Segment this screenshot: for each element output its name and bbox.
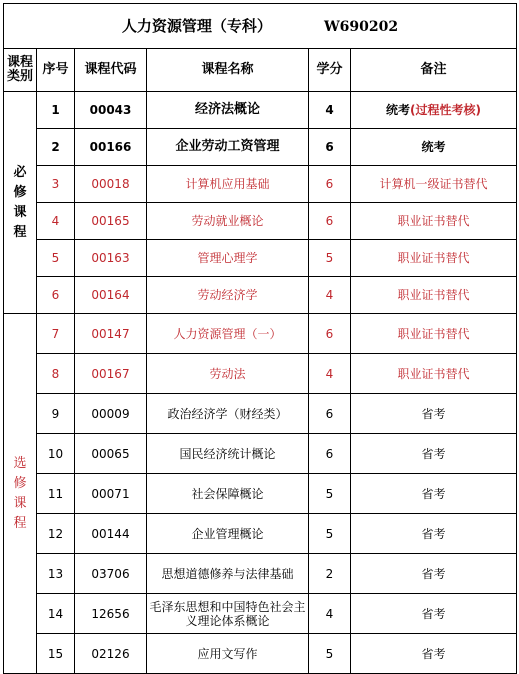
note-cell: 省考	[351, 634, 517, 674]
seq-cell: 1	[37, 92, 75, 129]
code-cell: 02126	[75, 634, 147, 674]
table-row	[4, 434, 517, 474]
header-row	[4, 49, 517, 92]
header-category: 课程类别	[4, 49, 37, 92]
category-elective: 选 修 课 程	[4, 314, 37, 674]
seq-cell: 11	[37, 474, 75, 514]
name-cell: 应用文写作	[147, 634, 309, 674]
table-row	[4, 166, 517, 203]
seq-cell: 7	[37, 314, 75, 354]
code-cell: 00071	[75, 474, 147, 514]
code-cell: 03706	[75, 554, 147, 594]
table-row	[4, 394, 517, 434]
table-row	[4, 277, 517, 314]
note-cell: 职业证书替代	[351, 277, 517, 314]
code-cell: 00166	[75, 129, 147, 166]
code-cell: 00018	[75, 166, 147, 203]
name-cell: 劳动经济学	[147, 277, 309, 314]
header-note: 备注	[351, 49, 517, 92]
note-cell: 省考	[351, 394, 517, 434]
seq-cell: 14	[37, 594, 75, 634]
credit-cell: 4	[309, 354, 351, 394]
table-row	[4, 240, 517, 277]
table-row	[4, 474, 517, 514]
note-cell: 职业证书替代	[351, 240, 517, 277]
seq-cell: 8	[37, 354, 75, 394]
table-row	[4, 314, 517, 354]
name-cell: 经济法概论	[147, 92, 309, 129]
credit-cell: 5	[309, 474, 351, 514]
credit-cell: 6	[309, 434, 351, 474]
credit-cell: 4	[309, 92, 351, 129]
note-cell: 省考	[351, 474, 517, 514]
code-cell: 00065	[75, 434, 147, 474]
note-cell: 职业证书替代	[351, 203, 517, 240]
seq-cell: 5	[37, 240, 75, 277]
seq-cell: 4	[37, 203, 75, 240]
seq-cell: 15	[37, 634, 75, 674]
name-cell: 劳动法	[147, 354, 309, 394]
table-row	[4, 354, 517, 394]
seq-cell: 2	[37, 129, 75, 166]
header-credit: 学分	[309, 49, 351, 92]
code-cell: 00043	[75, 92, 147, 129]
credit-cell: 2	[309, 554, 351, 594]
table-row	[4, 514, 517, 554]
seq-cell: 3	[37, 166, 75, 203]
seq-cell: 10	[37, 434, 75, 474]
table-row	[4, 203, 517, 240]
table-title	[4, 4, 517, 49]
seq-cell: 6	[37, 277, 75, 314]
code-cell: 00165	[75, 203, 147, 240]
name-cell: 毛泽东思想和中国特色社会主义理论体系概论	[147, 594, 309, 634]
table-row	[4, 634, 517, 674]
credit-cell: 6	[309, 166, 351, 203]
code-cell: 00167	[75, 354, 147, 394]
name-cell: 劳动就业概论	[147, 203, 309, 240]
code-cell: 00144	[75, 514, 147, 554]
note-extra: (过程性考核)	[410, 103, 482, 117]
header-code: 课程代码	[75, 49, 147, 92]
note-cell	[351, 92, 517, 129]
code-cell: 00164	[75, 277, 147, 314]
note-cell: 省考	[351, 434, 517, 474]
seq-cell: 9	[37, 394, 75, 434]
credit-cell: 5	[309, 514, 351, 554]
credit-cell: 6	[309, 394, 351, 434]
major-name: 人力资源管理（专科）	[121, 16, 272, 35]
note-cell: 职业证书替代	[351, 314, 517, 354]
name-cell: 计算机应用基础	[147, 166, 309, 203]
major-code: W690202	[323, 18, 399, 35]
category-required: 必 修 课 程	[4, 92, 37, 314]
table-row	[4, 92, 517, 129]
credit-cell: 6	[309, 203, 351, 240]
code-cell: 00147	[75, 314, 147, 354]
name-cell: 人力资源管理（一）	[147, 314, 309, 354]
note-cell: 省考	[351, 594, 517, 634]
code-cell: 00009	[75, 394, 147, 434]
code-cell: 00163	[75, 240, 147, 277]
note-cell: 统考	[351, 129, 517, 166]
name-cell: 政治经济学（财经类）	[147, 394, 309, 434]
credit-cell: 5	[309, 240, 351, 277]
note-cell: 省考	[351, 514, 517, 554]
note-cell: 职业证书替代	[351, 354, 517, 394]
credit-cell: 6	[309, 129, 351, 166]
seq-cell: 13	[37, 554, 75, 594]
code-cell: 12656	[75, 594, 147, 634]
credit-cell: 5	[309, 634, 351, 674]
note-cell: 计算机一级证书替代	[351, 166, 517, 203]
name-cell: 思想道德修养与法律基础	[147, 554, 309, 594]
credit-cell: 6	[309, 314, 351, 354]
credit-cell: 4	[309, 594, 351, 634]
header-seq: 序号	[37, 49, 75, 92]
name-cell: 企业管理概论	[147, 514, 309, 554]
table-row	[4, 129, 517, 166]
credit-cell: 4	[309, 277, 351, 314]
table-row	[4, 554, 517, 594]
header-name: 课程名称	[147, 49, 309, 92]
note-text: 统考	[386, 103, 411, 117]
note-cell: 省考	[351, 554, 517, 594]
course-table-container	[3, 3, 516, 661]
seq-cell: 12	[37, 514, 75, 554]
name-cell: 国民经济统计概论	[147, 434, 309, 474]
name-cell: 社会保障概论	[147, 474, 309, 514]
course-table	[3, 3, 517, 674]
table-row	[4, 594, 517, 634]
name-cell: 管理心理学	[147, 240, 309, 277]
name-cell: 企业劳动工资管理	[147, 129, 309, 166]
